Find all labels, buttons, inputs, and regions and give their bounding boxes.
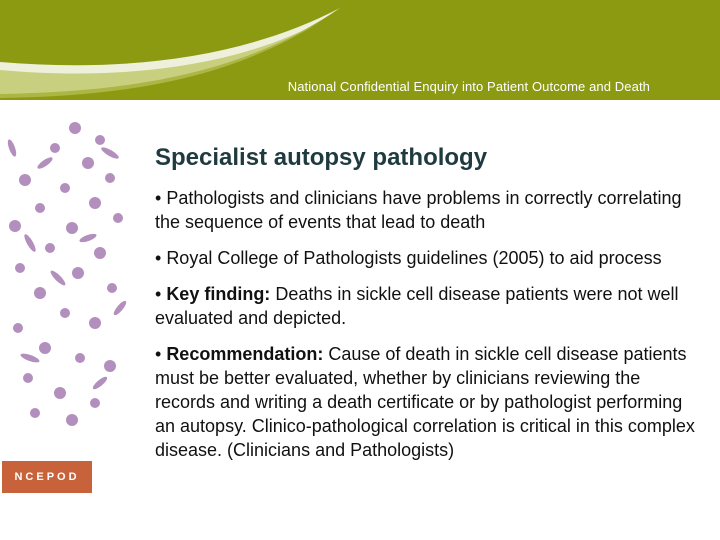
bullet-item-recommendation: • Recommendation: Cause of death in sickle cell disease patients must be better evaluated, whether by clinicians reviewing the records and writing a death certificate or by pathologist performing an autopsy. Clinico-pathological correlation is critical in this complex disease. (Clinicians and Pathologists) [155,344,695,460]
slide-content [155,143,700,474]
bullet-item-key-finding: • Key finding: Deaths in sickle cell disease patients were not well evaluated and depicted. [155,284,679,328]
slide-title: Specialist autopsy pathology [155,144,488,171]
ncepod-logo: NCEPOD [2,461,92,493]
blood-cells-illustration [0,108,135,438]
bullet-item: • Royal College of Pathologists guidelines (2005) to aid process [155,248,662,268]
bullet-item: • Pathologists and clinicians have problems in correctly correlating the sequence of events that lead to death [155,188,682,232]
header-title: National Confidential Enquiry into Patient Outcome and Death [287,79,650,94]
